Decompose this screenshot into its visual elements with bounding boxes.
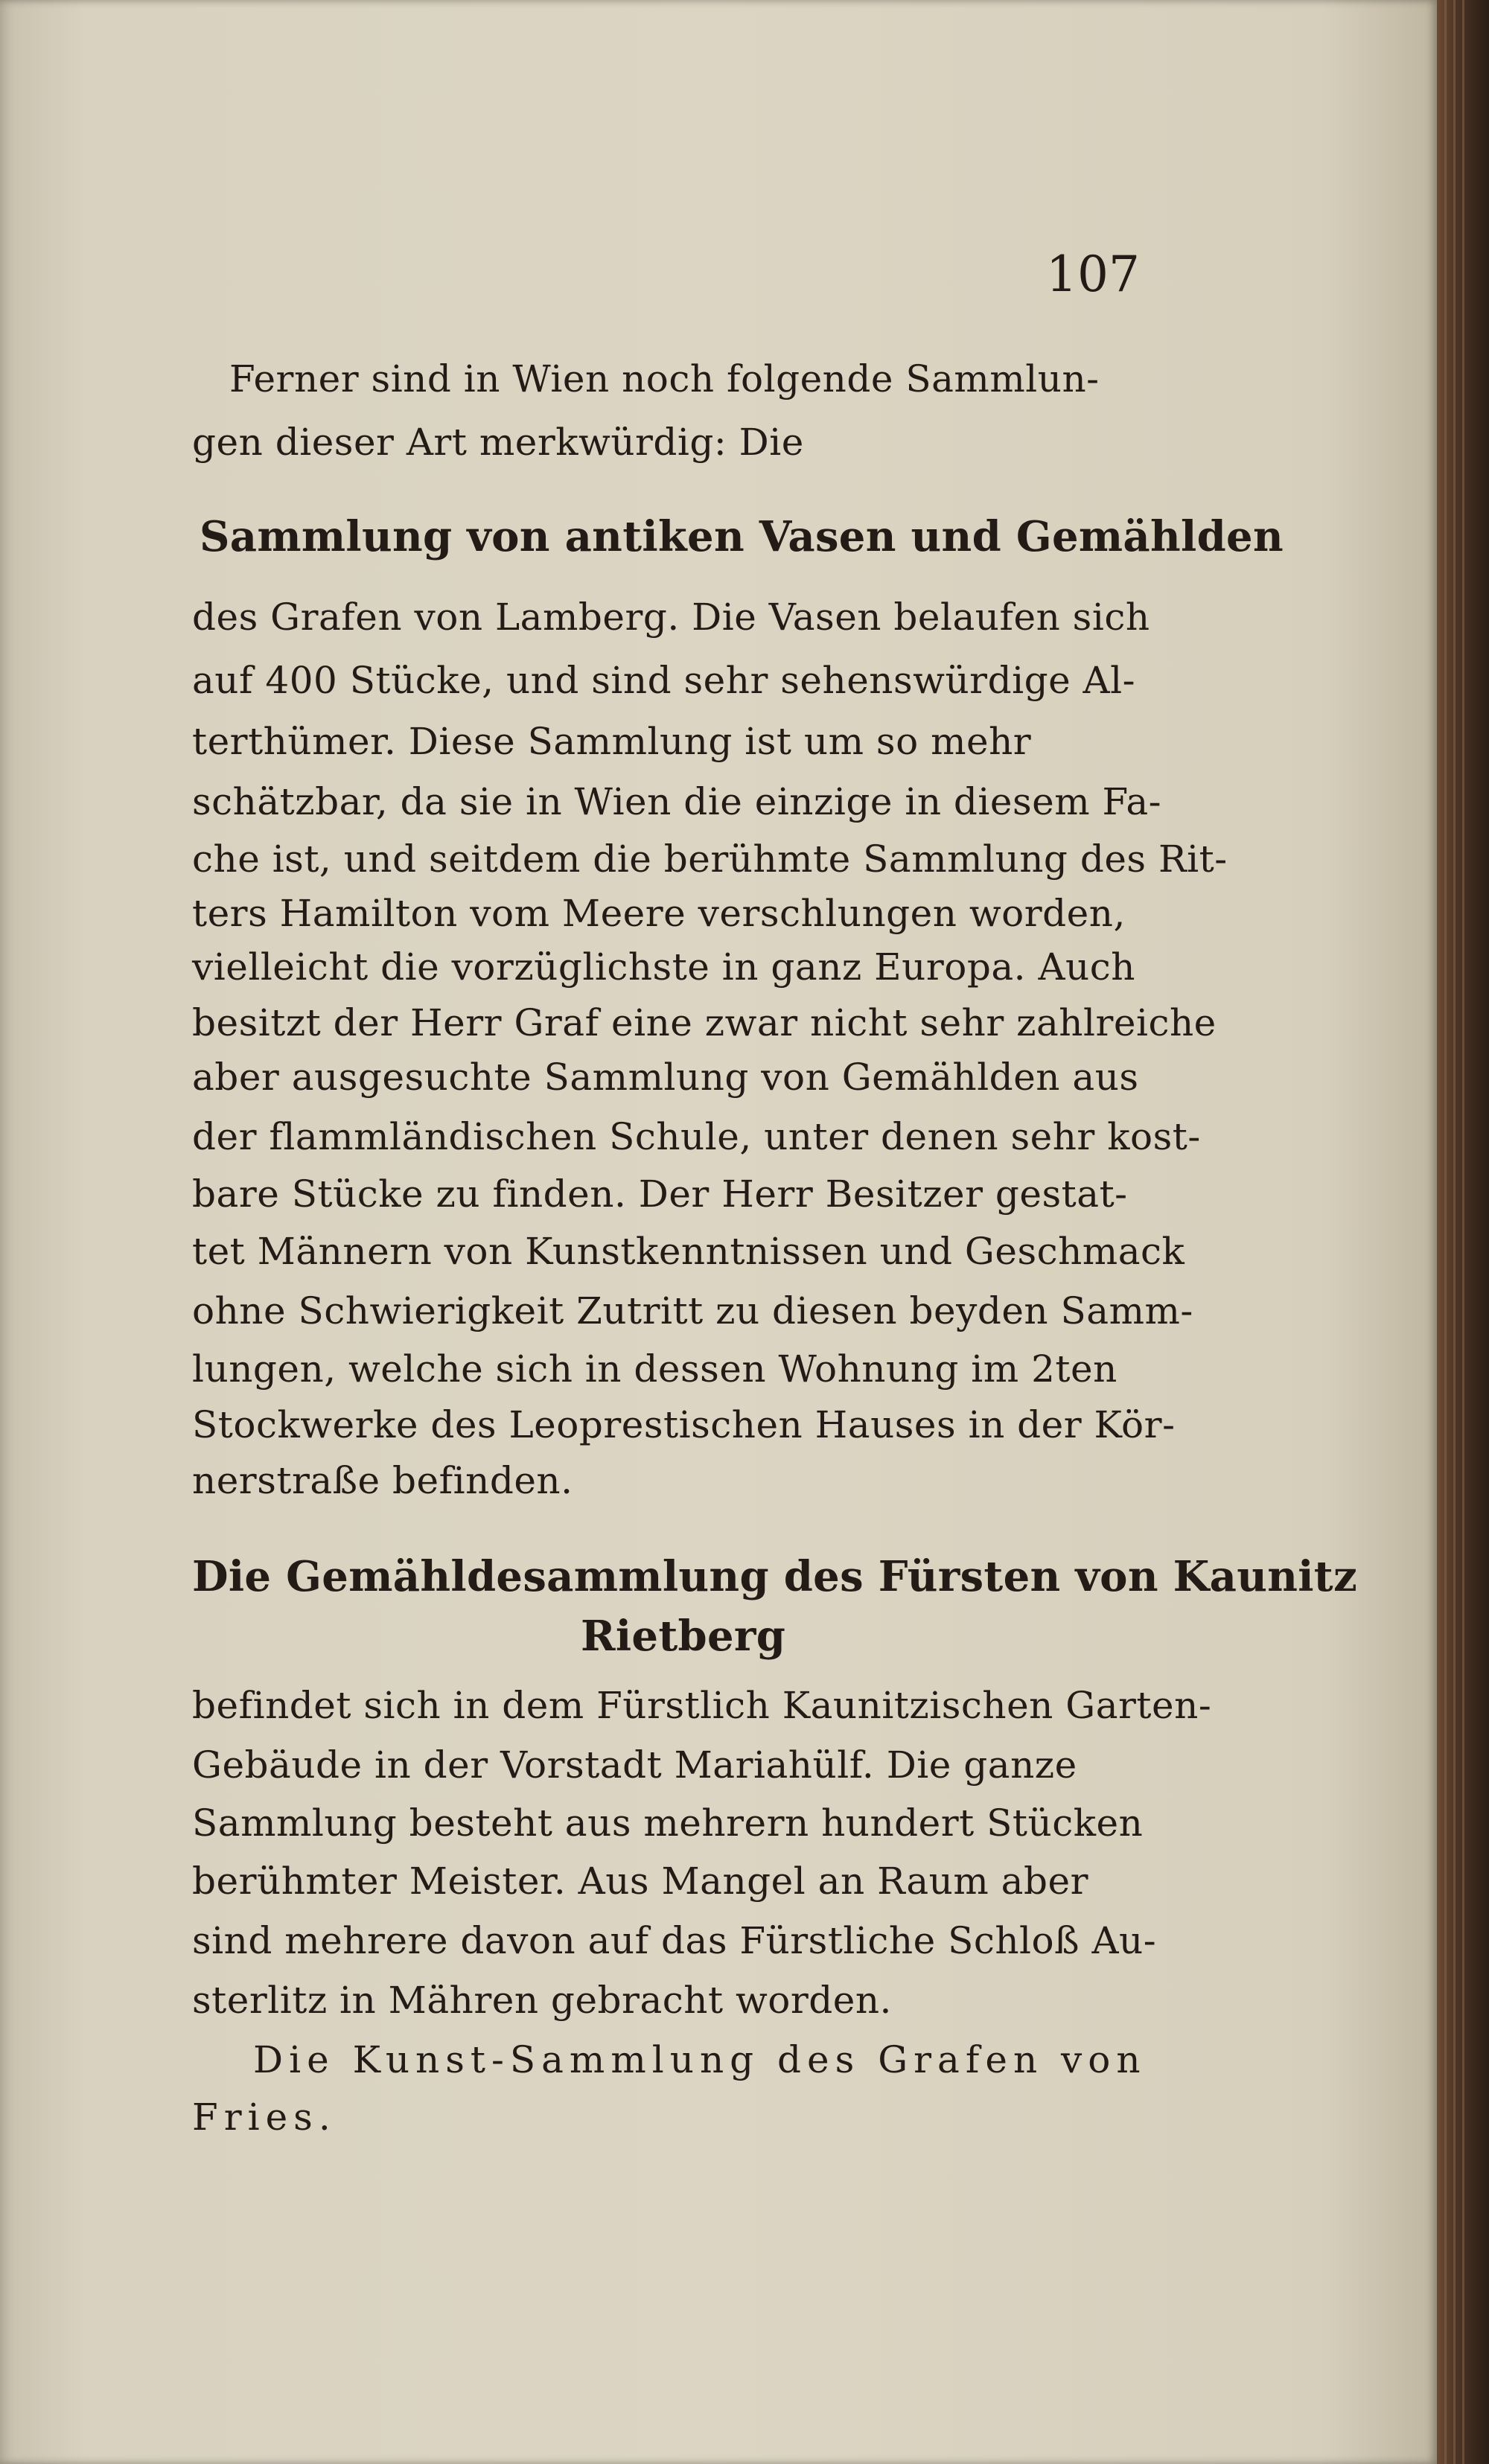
section2-line: Sammlung besteht aus mehrern hundert Stücken [192, 1801, 1144, 1845]
section2-line: sterlitz in Mähren gebracht worden. [192, 1979, 892, 2022]
section1-line: besitzt der Herr Graf eine zwar nicht sehr zahlreiche [192, 1001, 1217, 1044]
section1-line: ohne Schwierigkeit Zutritt zu diesen beyden Samm- [192, 1289, 1193, 1332]
section1-line: vielleicht die vorzüglichste in ganz Europa. Auch [192, 945, 1135, 989]
section1-line: schätzbar, da sie in Wien die einzige in diesem Fa- [192, 780, 1162, 823]
section1-line: aber ausgesuchte Sammlung von Gemählden aus [192, 1056, 1139, 1099]
book-edge [1437, 0, 1489, 2464]
intro-line-1: Ferner sind in Wien noch folgende Sammlun- [229, 357, 1100, 400]
intro-line-2: gen dieser Art merkwürdig: Die [192, 421, 804, 464]
section1-line: ters Hamilton vom Meere verschlungen worden, [192, 892, 1126, 935]
section1-line: auf 400 Stücke, und sind sehr sehenswürdige Al- [192, 659, 1136, 702]
section1-line: che ist, und seitdem die berühmte Sammlung des Rit- [192, 837, 1228, 881]
section1-line: des Grafen von Lamberg. Die Vasen belaufen sich [192, 596, 1150, 639]
section1-line: terthümer. Diese Sammlung ist um so mehr [192, 720, 1032, 763]
section2-line: sind mehrere davon auf das Fürstliche Schloß Au- [192, 1919, 1157, 1962]
section3-line-1: Die Kunst-Sammlung des Grafen von [253, 2038, 1147, 2081]
section1-line: bare Stücke zu finden. Der Herr Besitzer gestat- [192, 1172, 1128, 1216]
page-number: 107 [1046, 246, 1140, 303]
section2-line: befindet sich in dem Fürstlich Kaunitzischen Garten- [192, 1684, 1212, 1727]
section1-line: der flammländischen Schule, unter denen sehr kost- [192, 1115, 1201, 1158]
section2-line: berühmter Meister. Aus Mangel an Raum aber [192, 1860, 1088, 1903]
section2-heading-cont: Rietberg [581, 1612, 786, 1661]
section1-line: nerstraße befinden. [192, 1459, 573, 1502]
section1-line: Stockwerke des Leoprestischen Hauses in der Kör- [192, 1403, 1176, 1446]
section1-heading: Sammlung von antiken Vasen und Gemählden [200, 512, 1284, 561]
section2-line: Gebäude in der Vorstadt Mariahülf. Die ganze [192, 1743, 1077, 1787]
section1-line: tet Männern von Kunstkenntnissen und Geschmack [192, 1230, 1185, 1273]
section3-line-2: Fries. [192, 2096, 337, 2139]
section2-heading: Die Gemähldesammlung des Fürsten von Kaunitz [192, 1552, 1358, 1601]
section1-line: lungen, welche sich in dessen Wohnung im 2ten [192, 1347, 1117, 1391]
